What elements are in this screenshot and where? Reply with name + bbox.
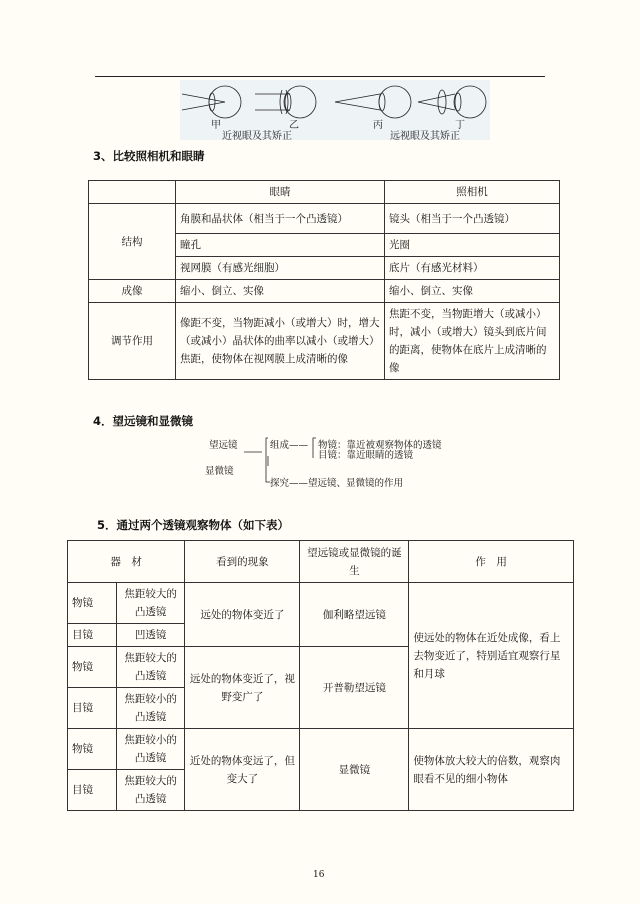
g2-phenomenon: 远处的物体变近了，视野变广了 bbox=[185, 647, 300, 729]
g3-lens-2: 焦距较大的凸透镜 bbox=[117, 770, 185, 811]
g2-invention: 开普勒望远镜 bbox=[300, 647, 409, 729]
g2-role-2: 目镜 bbox=[68, 688, 117, 729]
figure-caption-myopia: 近视眼及其矫正 bbox=[222, 131, 292, 142]
structure-camera-2: 光圈 bbox=[385, 234, 560, 257]
structure-eye-1: 角膜和晶状体（相当于一个凸透镜） bbox=[176, 204, 385, 234]
table2-header-usage: 作 用 bbox=[409, 541, 574, 583]
structure-eye-3: 视网膜（有感光细胞） bbox=[176, 257, 385, 280]
figure-label-3: 丙 bbox=[373, 120, 383, 131]
structure-camera-1: 镜头（相当于一个凸透镜） bbox=[385, 204, 560, 234]
structure-label: 结构 bbox=[89, 204, 176, 280]
g3-phenomenon: 近处的物体变远了，但变大了 bbox=[185, 729, 300, 811]
g1-lens-2: 凹透镜 bbox=[117, 624, 185, 647]
page-number: 16 bbox=[313, 870, 325, 880]
figure-label-2: 乙 bbox=[289, 120, 299, 131]
g1-role-2: 目镜 bbox=[68, 624, 117, 647]
g3-role-1: 物镜 bbox=[68, 729, 117, 770]
table2-header-phenomenon: 看到的现象 bbox=[185, 541, 300, 583]
microscope-label: 显微镜 bbox=[205, 466, 234, 477]
adjust-eye: 像距不变，当物距减小（或增大）时，增大（或减小）晶状体的曲率以减小（或增大）焦距，使物体在视网膜上成清晰的像 bbox=[176, 303, 385, 380]
table1-header-eye: 眼睛 bbox=[176, 181, 385, 204]
imaging-camera: 缩小、倒立、实像 bbox=[385, 280, 560, 303]
section5-title: 5．通过两个透镜观察物体（如下表） bbox=[97, 518, 289, 532]
figure-caption-hyperopia: 远视眼及其矫正 bbox=[390, 131, 460, 142]
structure-camera-3: 底片（有感光材料） bbox=[385, 257, 560, 280]
microscope-usage: 使物体放大较大的倍数，观察肉眼看不见的细小物体 bbox=[409, 729, 574, 811]
section4-title: 4．望远镜和显微镜 bbox=[93, 414, 194, 428]
g3-role-2: 目镜 bbox=[68, 770, 117, 811]
table2-header-invention: 望远镜或显微镜的诞生 bbox=[300, 541, 409, 583]
objective-desc: 物镜：靠近被观察物体的透镜 bbox=[318, 440, 442, 451]
eye-diagrams-icon bbox=[180, 80, 490, 125]
telescope-label: 望远镜 bbox=[209, 440, 238, 451]
figure-label-4: 丁 bbox=[455, 120, 465, 131]
g1-lens-1: 焦距较大的凸透镜 bbox=[117, 583, 185, 624]
g3-invention: 显微镜 bbox=[300, 729, 409, 811]
explore-label: 探究——望远镜、显微镜的作用 bbox=[270, 478, 404, 489]
g2-lens-1: 焦距较大的凸透镜 bbox=[117, 647, 185, 688]
adjust-label: 调节作用 bbox=[89, 303, 176, 380]
table1-header-camera: 照相机 bbox=[385, 181, 560, 204]
g1-phenomenon: 远处的物体变近了 bbox=[185, 583, 300, 647]
g2-role-1: 物镜 bbox=[68, 647, 117, 688]
lens-combination-table bbox=[67, 540, 574, 811]
top-rule bbox=[95, 76, 545, 77]
table2-header-equipment: 器 材 bbox=[68, 541, 185, 583]
g1-role-1: 物镜 bbox=[68, 583, 117, 624]
g2-lens-2: 焦距较小的凸透镜 bbox=[117, 688, 185, 729]
section3-title: 3、比较照相机和眼睛 bbox=[93, 149, 205, 163]
eyepiece-desc: 目镜：靠近眼睛的透镜 bbox=[318, 450, 414, 461]
camera-eye-table bbox=[88, 180, 560, 380]
adjust-camera: 焦距不变，当物距增大（或减小）时，减小（或增大）镜头到底片间的距离，使物体在底片上成清晰的像 bbox=[385, 303, 560, 380]
structure-eye-2: 瞳孔 bbox=[176, 234, 385, 257]
table1-corner bbox=[89, 181, 176, 204]
imaging-eye: 缩小、倒立、实像 bbox=[176, 280, 385, 303]
g3-lens-1: 焦距较小的凸透镜 bbox=[117, 729, 185, 770]
figure-label-1: 甲 bbox=[211, 120, 221, 131]
compose-label: 组成—— bbox=[270, 440, 309, 451]
telescope-usage: 使远处的物体在近处成像，看上去物变近了，特别适宜观察行星和月球 bbox=[409, 583, 574, 729]
imaging-label: 成像 bbox=[89, 280, 176, 303]
g1-invention: 伽利略望远镜 bbox=[300, 583, 409, 647]
